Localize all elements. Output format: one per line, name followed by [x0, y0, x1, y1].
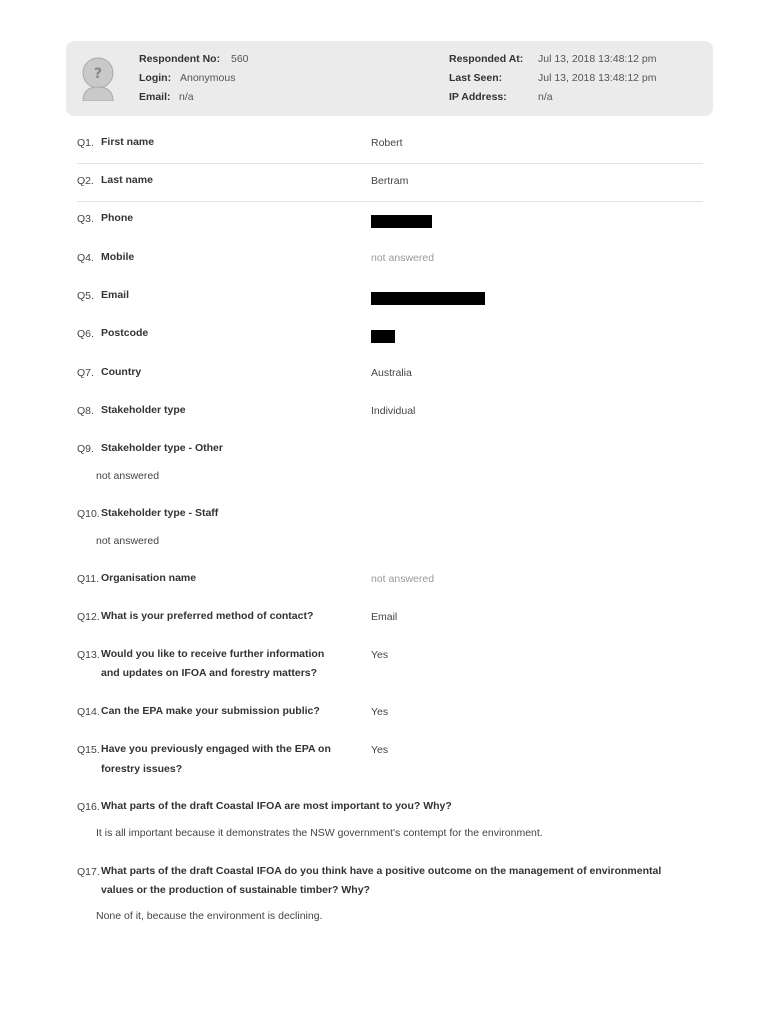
question-number: Q17.	[77, 866, 100, 878]
redacted-answer	[371, 292, 485, 305]
question-text: What is your preferred method of contact?	[101, 610, 314, 622]
ip-address-value: n/a	[538, 91, 553, 103]
question-number: Q8.	[77, 405, 94, 417]
question-text-line2: values or the production of sustainable timber? Why?	[101, 884, 370, 896]
respondent-header	[66, 41, 713, 116]
question-number: Q14.	[77, 706, 100, 718]
respondent-no-value: 560	[231, 53, 249, 65]
question-number: Q9.	[77, 443, 94, 455]
answer: not answered	[96, 535, 160, 547]
question-number: Q13.	[77, 649, 100, 661]
question-text: First name	[101, 136, 155, 148]
question-text: Last name	[101, 174, 153, 186]
answer: Yes	[371, 744, 389, 756]
question-number: Q4.	[77, 252, 94, 264]
question-text-line1: Have you previously engaged with the EPA on	[101, 743, 331, 755]
question-number: Q3.	[77, 213, 94, 225]
question-number: Q6.	[77, 328, 94, 340]
question-text: Stakeholder type - Other	[101, 442, 223, 454]
question-number: Q16.	[77, 801, 100, 813]
question-text-line1: What parts of the draft Coastal IFOA do you think have a positive outcome on the management of environmental	[101, 865, 662, 877]
question-text: Email	[101, 289, 130, 301]
question-number: Q5.	[77, 290, 94, 302]
responded-at-value: Jul 13, 2018 13:48:12 pm	[538, 53, 657, 65]
answer: not answered	[96, 470, 160, 482]
redacted-answer	[371, 215, 432, 228]
answer: not answered	[371, 573, 435, 585]
question-text: Mobile	[101, 251, 135, 263]
question-number: Q10.	[77, 508, 100, 520]
answer: Bertram	[371, 175, 409, 187]
redacted-answer	[371, 330, 395, 343]
anonymous-avatar-icon	[80, 57, 116, 101]
question-text: Can the EPA make your submission public?	[101, 705, 320, 717]
email-label: Email:	[139, 91, 171, 103]
answer: Yes	[371, 649, 389, 661]
last-seen-value: Jul 13, 2018 13:48:12 pm	[538, 72, 657, 84]
question-number: Q15.	[77, 744, 100, 756]
answer: Individual	[371, 405, 416, 417]
answer: Email	[371, 611, 398, 623]
question-number: Q12.	[77, 611, 100, 623]
answer: not answered	[371, 252, 435, 264]
divider	[77, 201, 703, 202]
question-text: Stakeholder type	[101, 404, 186, 416]
divider	[77, 163, 703, 164]
answer: Robert	[371, 137, 403, 149]
login-value: Anonymous	[180, 72, 236, 84]
last-seen-label: Last Seen:	[449, 72, 503, 84]
question-text: Postcode	[101, 327, 149, 339]
question-number: Q11.	[77, 573, 99, 585]
ip-address-label: IP Address:	[449, 91, 507, 103]
question-text-line1: Would you like to receive further information	[101, 648, 325, 660]
responded-at-label: Responded At:	[449, 53, 524, 65]
question-number: Q2.	[77, 175, 94, 187]
question-text: Country	[101, 366, 142, 378]
question-text-line2: forestry issues?	[101, 763, 183, 775]
answer: Yes	[371, 706, 389, 718]
svg-text:?: ?	[93, 66, 103, 82]
question-text: Organisation name	[101, 572, 197, 584]
answer: It is all important because it demonstrates the NSW government's contempt for the environment.	[96, 827, 543, 839]
email-value: n/a	[179, 91, 194, 103]
answer: Australia	[371, 367, 412, 379]
question-text: Phone	[101, 212, 134, 224]
question-number: Q1.	[77, 137, 94, 149]
question-text: What parts of the draft Coastal IFOA are most important to you? Why?	[101, 800, 452, 812]
respondent-no-label: Respondent No:	[139, 53, 221, 65]
login-label: Login:	[139, 72, 172, 84]
question-text-line2: and updates on IFOA and forestry matters?	[101, 667, 318, 679]
answer: None of it, because the environment is declining.	[96, 910, 323, 922]
question-text: Stakeholder type - Staff	[101, 507, 219, 519]
question-number: Q7.	[77, 367, 94, 379]
